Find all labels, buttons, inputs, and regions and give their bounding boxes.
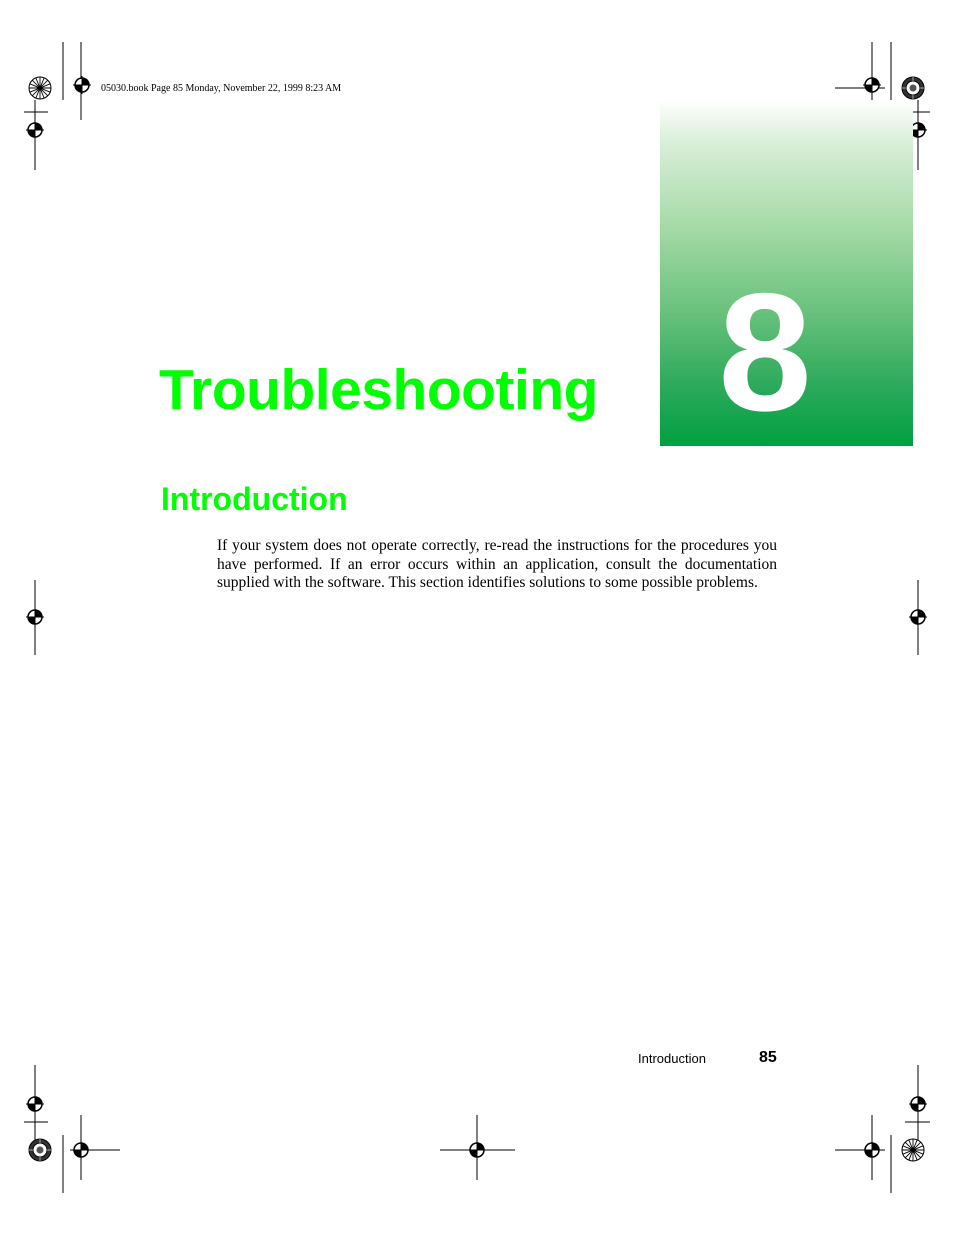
body-paragraph: If your system does not operate correctly, re-read the instructions for the procedures you have performed. If an error occurs within an application, consult the documentation supplied with the software. This section identifies solutions to some possible problems. xyxy=(217,537,777,591)
registration-mark-icon xyxy=(863,76,881,94)
registration-mark-icon xyxy=(468,1141,486,1159)
starburst-mark-icon xyxy=(901,76,925,100)
registration-mark-icon xyxy=(909,608,927,626)
section-heading: Introduction xyxy=(161,481,348,517)
starburst-mark-icon xyxy=(28,76,52,100)
page-number: 85 xyxy=(759,1049,777,1066)
footer-section-label: Introduction xyxy=(638,1051,706,1066)
chapter-title: Troubleshooting xyxy=(159,358,598,422)
registration-mark-icon xyxy=(26,1095,44,1113)
registration-mark-icon xyxy=(72,1141,90,1159)
chapter-number: 8 xyxy=(718,258,812,446)
registration-mark-icon xyxy=(26,121,44,139)
registration-mark-icon xyxy=(863,1141,881,1159)
starburst-mark-icon xyxy=(28,1138,52,1162)
registration-mark-icon xyxy=(26,608,44,626)
registration-mark-icon xyxy=(73,76,91,94)
starburst-mark-icon xyxy=(901,1138,925,1162)
registration-mark-icon xyxy=(909,1095,927,1113)
print-slug: 05030.book Page 85 Monday, November 22, 1999 8:23 AM xyxy=(101,83,342,94)
